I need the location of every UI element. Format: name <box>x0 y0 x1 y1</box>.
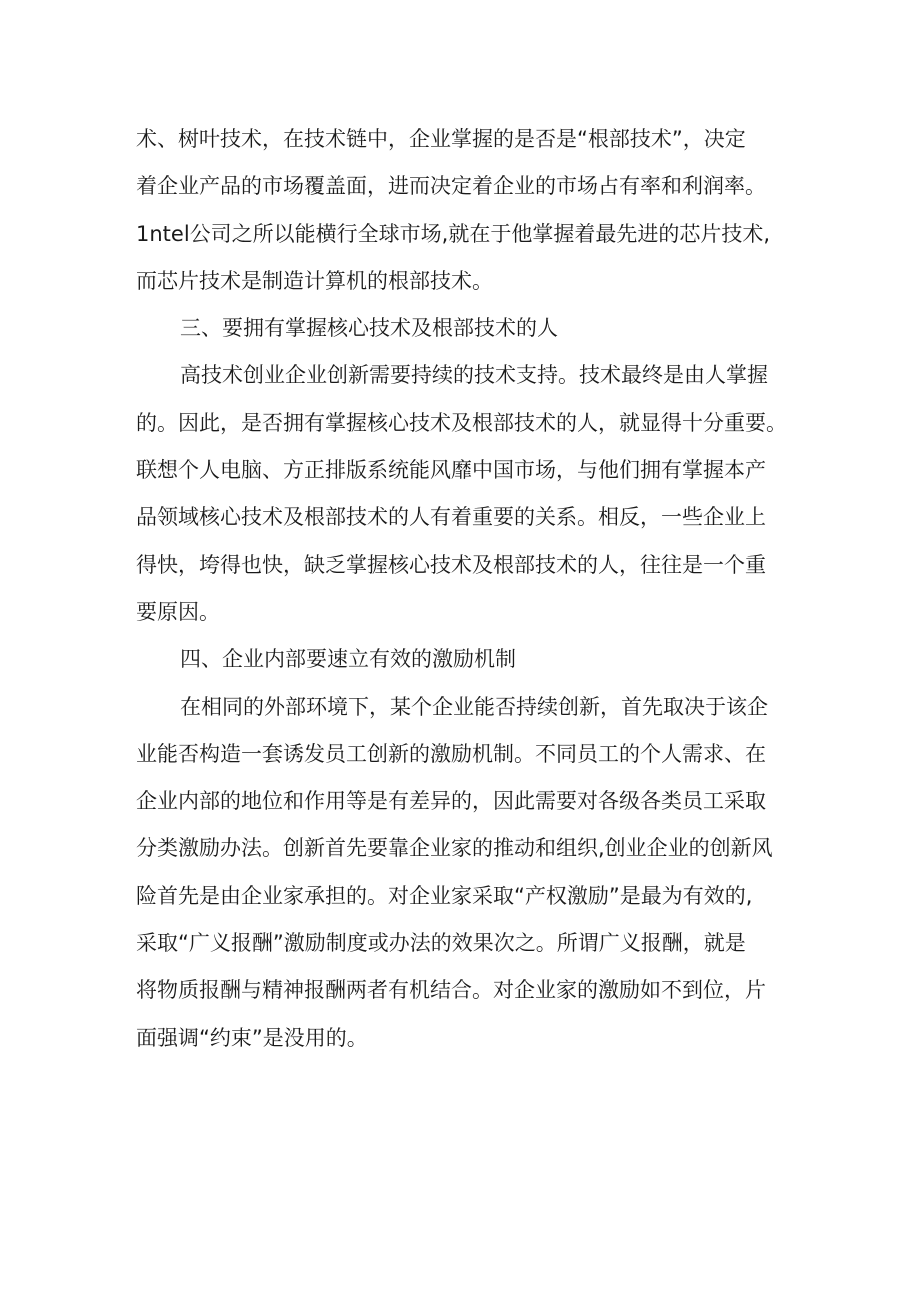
text-line: 业能否构造一套诱发员工创新的激励机制。不同员工的个人需求、在 <box>136 741 766 766</box>
text-line: 的。因此，是否拥有掌握核心技术及根部技术的人，就显得十分重要。 <box>136 410 787 435</box>
text-line: 得快，垮得也快，缺乏掌握核心技术及根部技术的人，往往是一个重 <box>136 552 766 577</box>
document-body <box>136 116 816 1062</box>
text-line: 将物质报酬与精神报酬两者有机结合。对企业家的激励如不到位，片 <box>136 978 766 1003</box>
text-line: 分类激励办法。创新首先要靠企业家的推动和组织,创业企业的创新风 <box>136 836 773 861</box>
text-line: 联想个人电脑、方正排版系统能风靡中国市场，与他们拥有掌握本产 <box>136 458 766 483</box>
text-line: 险首先是由企业家承担的。对企业家采取“产权激励”是最为有效的, <box>136 883 753 908</box>
text-line: 面强调“约束”是没用的。 <box>136 1025 368 1050</box>
section-heading: 三、要拥有掌握核心技术及根部技术的人 <box>180 316 558 341</box>
text-line: 品领域核心技术及根部技术的人有着重要的关系。相反，一些企业上 <box>136 505 766 530</box>
text-line: 企业内部的地位和作用等是有差异的，因此需要对各级各类员工采取 <box>136 789 766 814</box>
text-line: 着企业产品的市场覆盖面，进而决定着企业的市场占有率和利润率。 <box>136 174 766 199</box>
text-line: 要原因。 <box>136 599 220 624</box>
text-line: 1ntel公司之所以能横行全球市场,就在于他掌握着最先进的芯片技术, <box>136 221 771 246</box>
text-line: 采取“广义报酬”激励制度或办法的效果次之。所谓广义报酬，就是 <box>136 931 746 956</box>
text-line: 高技术创业企业创新需要持续的技术支持。技术最终是由人掌握 <box>180 363 768 388</box>
text-line: 术、树叶技术，在技术链中，企业掌握的是否是“根部技术”，决定 <box>136 127 746 151</box>
text-line: 在相同的外部环境下，某个企业能否持续创新，首先取决于该企 <box>180 694 768 719</box>
section-heading: 四、企业内部要速立有效的激励机制 <box>180 647 516 672</box>
text-line: 而芯片技术是制造计算机的根部技术。 <box>136 268 493 293</box>
